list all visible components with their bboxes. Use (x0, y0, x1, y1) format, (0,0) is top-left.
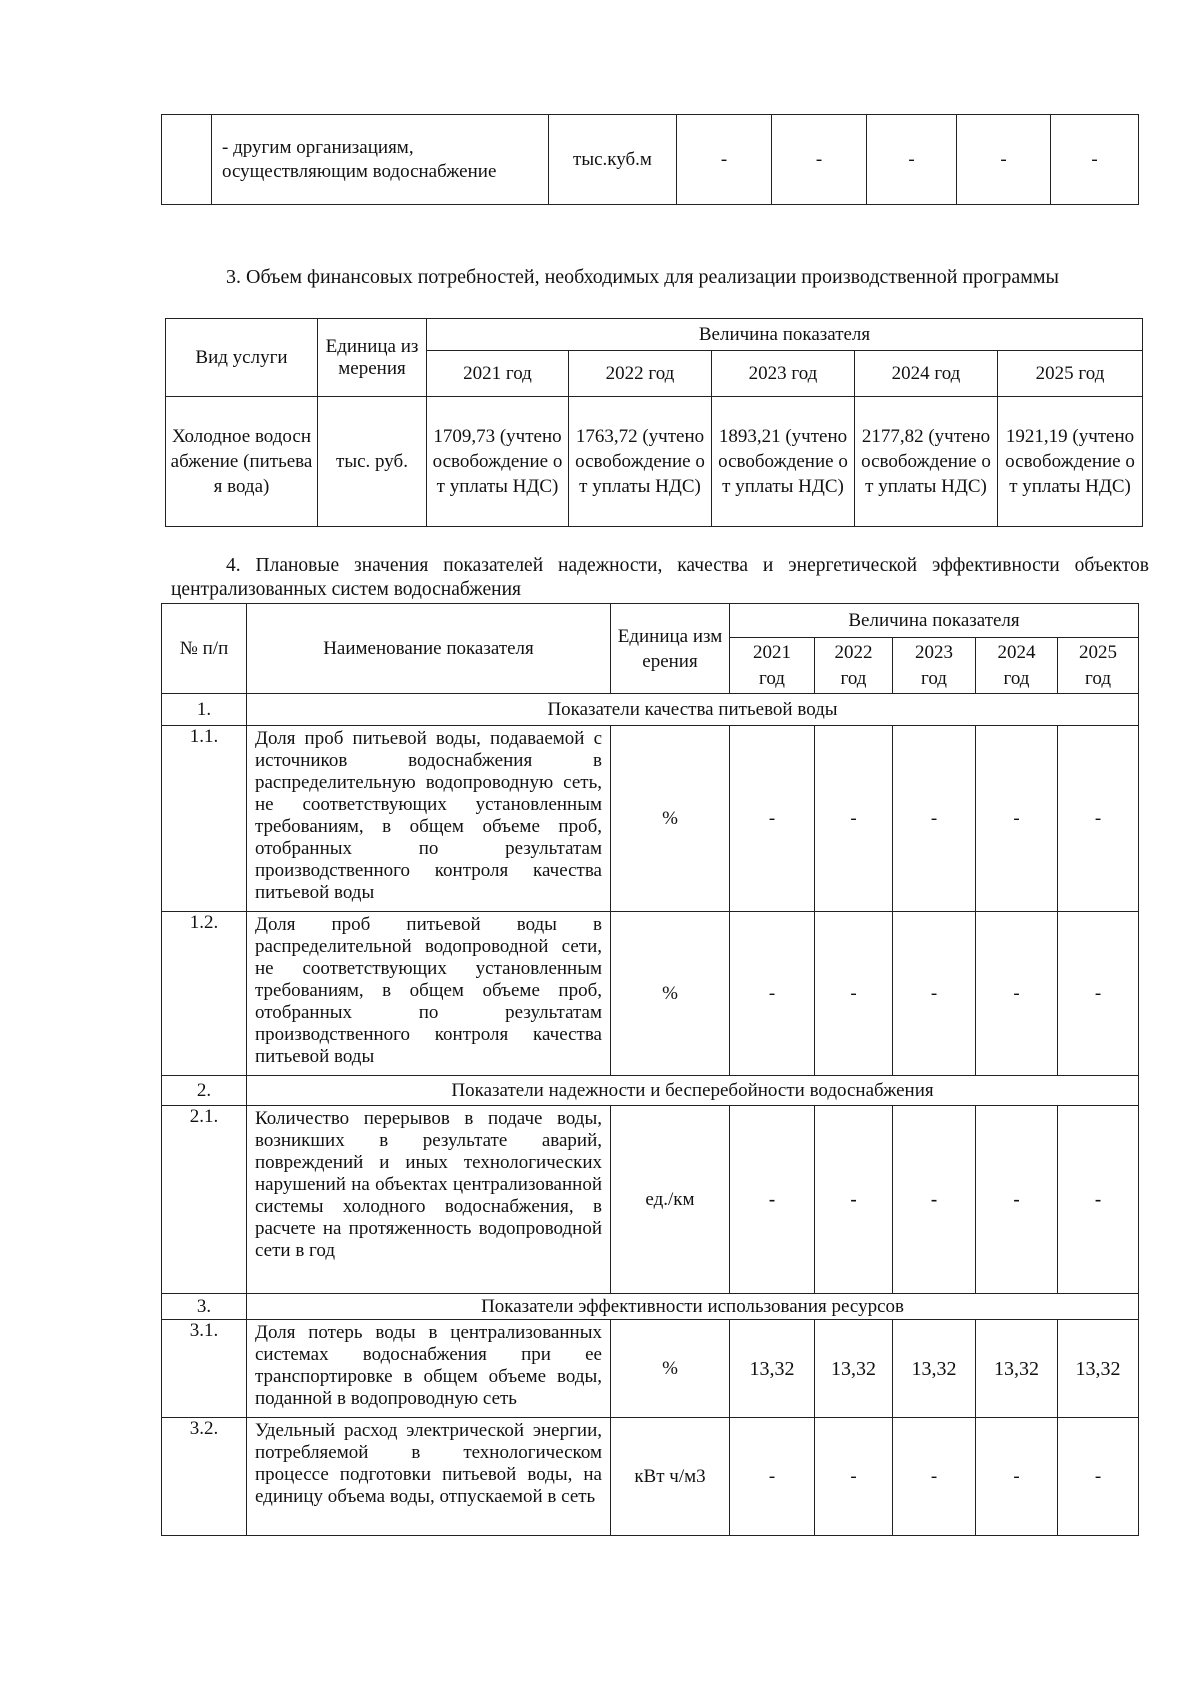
year-header: 2024 год (855, 351, 998, 397)
indicator-value: 13,32 (1058, 1320, 1139, 1418)
top-row-value: - (772, 115, 867, 205)
indicator-value: - (893, 1106, 976, 1294)
indicator-unit: кВт ч/м3 (611, 1418, 730, 1536)
indicator-name: Доля проб питьевой воды в распределительной водопроводной сети, не соответствующих установленным требованиям, в общем объеме проб, отобранных по результатам производственного контроля качества питьевой воды (247, 912, 611, 1076)
top-row-num-cell (162, 115, 212, 205)
indicator-value: - (1058, 1106, 1139, 1294)
indicator-value: - (730, 912, 815, 1076)
indicator-value: - (976, 1418, 1058, 1536)
finance-value: 1893,21 (учтено освобождение от уплаты НДС) (712, 397, 855, 527)
top-row-value: - (867, 115, 957, 205)
indicator-value: - (730, 726, 815, 912)
indicator-name: Доля потерь воды в централизованных системах водоснабжения при ее транспортировке в общем объеме воды, поданной в водопроводную сеть (247, 1320, 611, 1418)
year-header: 2021 год (427, 351, 569, 397)
indicator-value: - (976, 1106, 1058, 1294)
top-continuation-table (161, 114, 1139, 205)
top-row-value: - (957, 115, 1051, 205)
finance-value: 1921,19 (учтено освобождение от уплаты НДС) (998, 397, 1143, 527)
finance-value: 1763,72 (учтено освобождение от уплаты НДС) (569, 397, 712, 527)
finance-value: 2177,82 (учтено освобождение от уплаты НДС) (855, 397, 998, 527)
indicator-unit: % (611, 912, 730, 1076)
group-num: 2. (162, 1076, 247, 1106)
year-header: 2022 год (569, 351, 712, 397)
year-header: 2023 год (893, 638, 976, 694)
col-unit-header: Единица измерения (611, 604, 730, 694)
row-num: 1.1. (162, 726, 247, 912)
indicator-value: - (1058, 1418, 1139, 1536)
indicator-name: Доля проб питьевой воды, подаваемой с источников водоснабжения в распределительную водопроводную сеть, не соответствующих установленным требованиям, в общем объеме проб, отобранных по результатам производственного контроля качества питьевой воды (247, 726, 611, 912)
indicator-value: - (815, 1106, 893, 1294)
finance-table (165, 318, 1143, 527)
service-unit: тыс. руб. (318, 397, 427, 527)
row-num: 3.2. (162, 1418, 247, 1536)
year-header: 2025 год (1058, 638, 1139, 694)
indicator-value: - (893, 1418, 976, 1536)
group-num: 1. (162, 694, 247, 726)
section3-heading: 3. Объем финансовых потребностей, необходимых для реализации производственной программы (226, 266, 1059, 288)
indicator-value: 13,32 (730, 1320, 815, 1418)
top-row-unit: тыс.куб.м (549, 115, 677, 205)
indicator-value: - (893, 912, 976, 1076)
indicator-unit: % (611, 726, 730, 912)
col-num-header: № п/п (162, 604, 247, 694)
col-value-header: Величина показателя (427, 319, 1143, 351)
year-header: 2024 год (976, 638, 1058, 694)
indicator-name: Удельный расход электрической энергии, потребляемой в технологическом процессе подготовки питьевой воды, на единицу объема воды, отпускаемой в сеть (247, 1418, 611, 1536)
top-row-value: - (1051, 115, 1139, 205)
group-title: Показатели эффективности использования ресурсов (247, 1294, 1139, 1320)
indicator-value: - (815, 1418, 893, 1536)
indicator-value: - (1058, 912, 1139, 1076)
indicator-value: 13,32 (893, 1320, 976, 1418)
group-title: Показатели качества питьевой воды (247, 694, 1139, 726)
col-service-header: Вид услуги (166, 319, 318, 397)
year-header: 2021 год (730, 638, 815, 694)
indicator-value: - (730, 1106, 815, 1294)
year-header: 2022 год (815, 638, 893, 694)
indicator-unit: % (611, 1320, 730, 1418)
row-num: 3.1. (162, 1320, 247, 1418)
row-num: 2.1. (162, 1106, 247, 1294)
year-header: 2025 год (998, 351, 1143, 397)
indicator-value: - (976, 726, 1058, 912)
top-row-value: - (677, 115, 772, 205)
col-value-header: Величина показателя (730, 604, 1139, 638)
group-title: Показатели надежности и бесперебойности водоснабжения (247, 1076, 1139, 1106)
indicator-name: Количество перерывов в подаче воды, возникших в результате аварий, повреждений и иных технологических нарушений на объектах централизованной системы холодного водоснабжения, в расчете на протяженность водопроводной сети в год (247, 1106, 611, 1294)
indicator-unit: ед./км (611, 1106, 730, 1294)
indicator-value: - (893, 726, 976, 912)
indicator-value: - (815, 726, 893, 912)
row-num: 1.2. (162, 912, 247, 1076)
service-name: Холодное водоснабжение (питьевая вода) (166, 397, 318, 527)
section4-heading: 4. Плановые значения показателей надежности, качества и энергетической эффективности объектов централизованных систем водоснабжения (171, 555, 1149, 600)
finance-value: 1709,73 (учтено освобождение от уплаты НДС) (427, 397, 569, 527)
group-num: 3. (162, 1294, 247, 1320)
top-row-label: - другим организациям, осуществляющим водоснабжение (212, 115, 549, 205)
indicator-value: 13,32 (815, 1320, 893, 1418)
year-header: 2023 год (712, 351, 855, 397)
indicator-value: - (1058, 726, 1139, 912)
col-unit-header: Единица измерения (318, 319, 427, 397)
col-name-header: Наименование показателя (247, 604, 611, 694)
indicators-table (161, 603, 1139, 1536)
indicator-value: - (730, 1418, 815, 1536)
indicator-value: - (815, 912, 893, 1076)
indicator-value: - (976, 912, 1058, 1076)
indicator-value: 13,32 (976, 1320, 1058, 1418)
